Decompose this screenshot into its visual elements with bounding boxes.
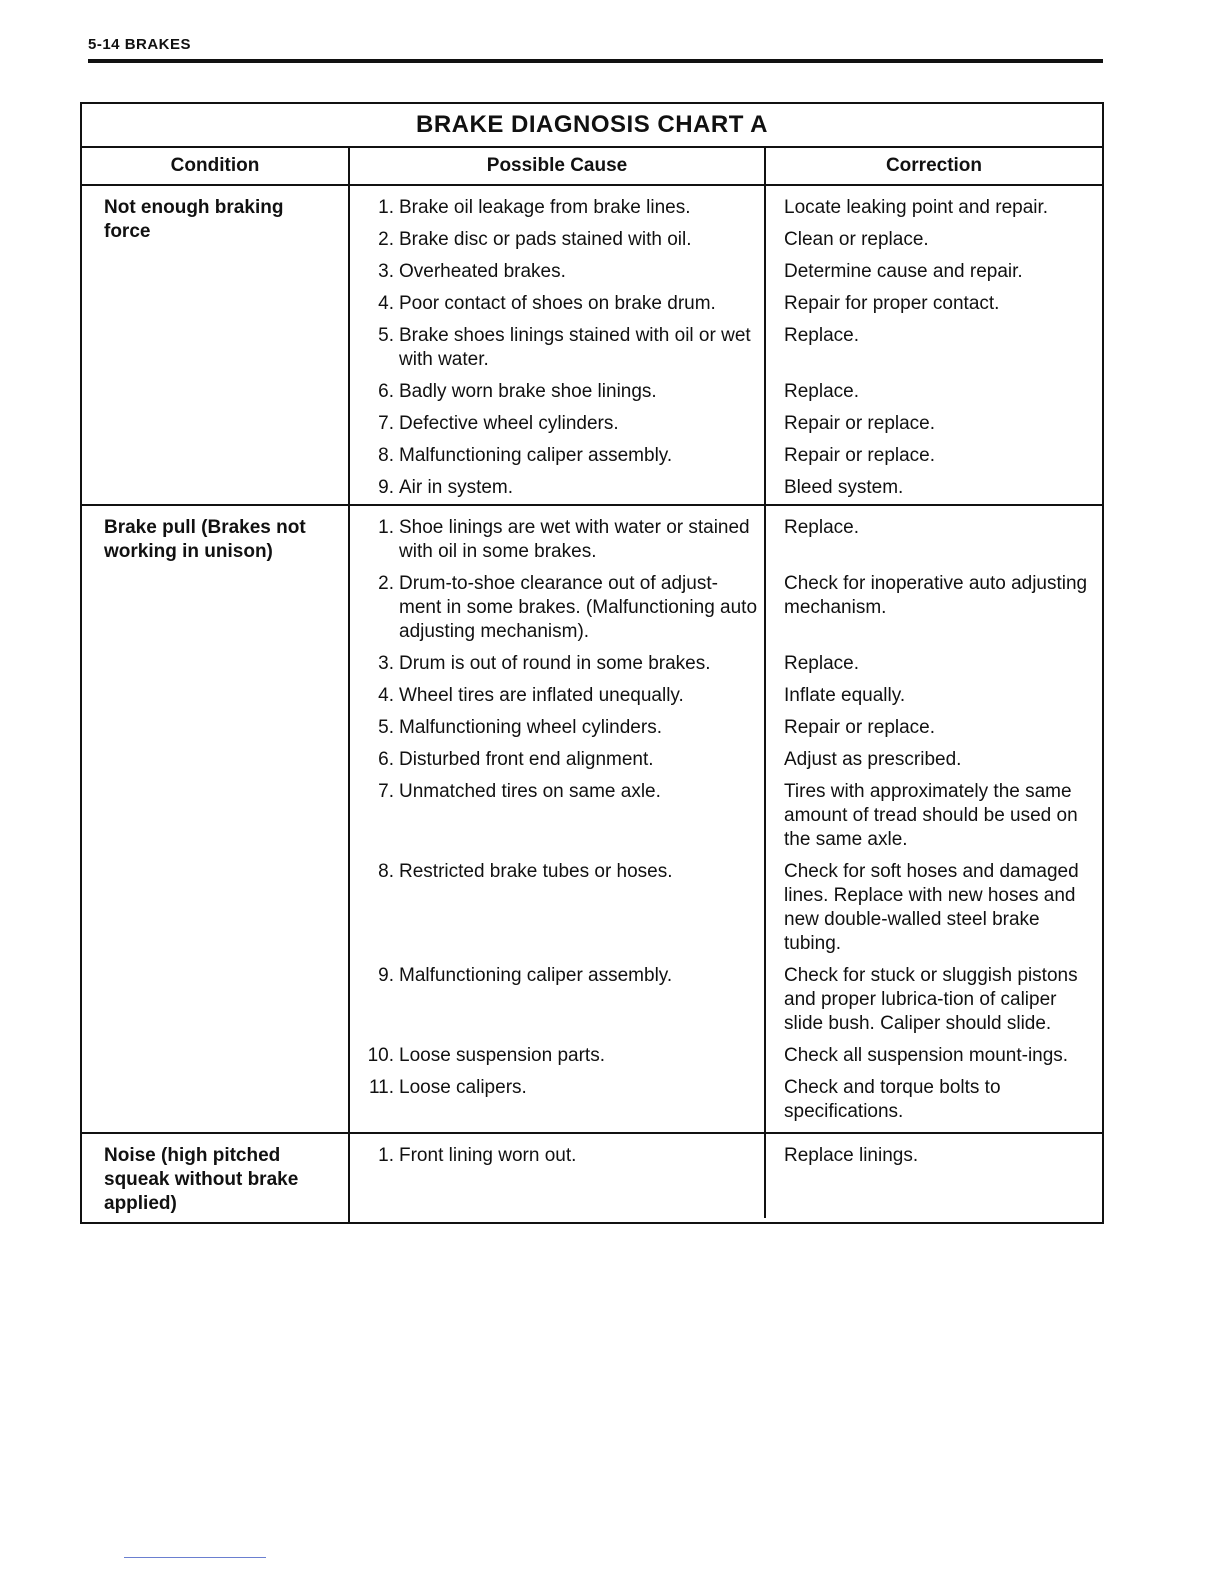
table-row xyxy=(350,568,1102,648)
correction-cell: Adjust as prescribed. xyxy=(764,744,1102,776)
correction-cell: Inflate equally. xyxy=(764,680,1102,712)
correction-cell: Bleed system. xyxy=(764,472,1102,504)
correction-cell: Replace. xyxy=(764,648,1102,680)
cause-text: Unmatched tires on same axle. xyxy=(399,781,661,802)
cause-cell xyxy=(350,1134,764,1218)
table-row xyxy=(350,960,1102,1040)
cause-text: Malfunctioning caliper assembly. xyxy=(399,445,673,466)
cause-text: Drum-to-shoe clearance out of adjust-ment in some brakes. (Malfunctioning auto adjusting mechanism). xyxy=(399,573,758,642)
table-row xyxy=(350,472,1102,504)
cause-text: Badly worn brake shoe linings. xyxy=(399,381,657,402)
cause-text: Brake oil leakage from brake lines. xyxy=(399,197,691,218)
section-brake-pull xyxy=(82,506,1102,1134)
table-row xyxy=(350,224,1102,256)
item-number: 1. xyxy=(378,197,394,218)
cause-text: Air in system. xyxy=(399,477,514,498)
correction-cell: Replace. xyxy=(764,506,1102,568)
correction-cell: Replace linings. xyxy=(764,1134,1102,1218)
cause-cell xyxy=(350,960,764,1040)
cause-cell xyxy=(350,320,764,376)
correction-cell: Determine cause and repair. xyxy=(764,256,1102,288)
page-header: 5-14 BRAKES xyxy=(88,36,192,53)
item-number: 4. xyxy=(378,293,394,314)
correction-cell: Check and torque bolts to specifications. xyxy=(764,1072,1102,1132)
table-row xyxy=(350,744,1102,776)
cause-text: Defective wheel cylinders. xyxy=(399,413,619,434)
cause-text: Poor contact of shoes on brake drum. xyxy=(399,293,716,314)
cause-text: Restricted brake tubes or hoses. xyxy=(399,861,673,882)
item-number: 3. xyxy=(378,653,394,674)
cause-cell xyxy=(350,1072,764,1132)
header-rule xyxy=(88,59,1103,63)
table-row xyxy=(350,440,1102,472)
cause-text: Overheated brakes. xyxy=(399,261,566,282)
cause-text: Malfunctioning caliper assembly. xyxy=(399,965,673,986)
correction-cell: Check for inoperative auto adjusting mechanism. xyxy=(764,568,1102,648)
item-number: 7. xyxy=(378,413,394,434)
cause-cell xyxy=(350,224,764,256)
cause-cell xyxy=(350,376,764,408)
cause-cell xyxy=(350,568,764,648)
correction-cell: Replace. xyxy=(764,376,1102,408)
item-number: 9. xyxy=(378,477,394,498)
cause-cell xyxy=(350,256,764,288)
cause-correction-rows xyxy=(348,506,1102,1132)
table-row xyxy=(350,712,1102,744)
cause-text: Loose calipers. xyxy=(399,1077,527,1098)
cause-text: Brake disc or pads stained with oil. xyxy=(399,229,692,250)
item-number: 10. xyxy=(367,1045,394,1066)
cause-cell xyxy=(350,288,764,320)
section-not-enough-braking-force xyxy=(82,186,1102,506)
correction-cell: Locate leaking point and repair. xyxy=(764,186,1102,224)
correction-cell: Replace. xyxy=(764,320,1102,376)
item-number: 5. xyxy=(378,717,394,738)
correction-cell: Tires with approximately the same amount of tread should be used on the same axle. xyxy=(764,776,1102,856)
cause-cell xyxy=(350,648,764,680)
correction-cell: Check all suspension mount-ings. xyxy=(764,1040,1102,1072)
column-header-row xyxy=(82,148,1102,186)
section-noise xyxy=(82,1134,1102,1222)
table-row xyxy=(350,320,1102,376)
cause-text: Malfunctioning wheel cylinders. xyxy=(399,717,662,738)
condition-cell: Noise (high pitched squeak without brake applied) xyxy=(104,1145,299,1214)
correction-cell: Check for stuck or sluggish pistons and proper lubrica-tion of caliper slide bush. Caliper should slide. xyxy=(764,960,1102,1040)
item-number: 8. xyxy=(378,861,394,882)
item-number: 8. xyxy=(378,445,394,466)
table-row xyxy=(350,856,1102,960)
table-row xyxy=(350,186,1102,224)
correction-cell: Check for soft hoses and damaged lines. Replace with new hoses and new double-walled steel brake tubing. xyxy=(764,856,1102,960)
cause-text: Loose suspension parts. xyxy=(399,1045,605,1066)
cause-cell xyxy=(350,680,764,712)
cause-text: Wheel tires are inflated unequally. xyxy=(399,685,684,706)
cause-cell xyxy=(350,472,764,504)
cause-text: Drum is out of round in some brakes. xyxy=(399,653,711,674)
item-number: 11. xyxy=(368,1077,394,1098)
correction-column-header: Correction xyxy=(764,148,1102,184)
correction-cell: Repair or replace. xyxy=(764,712,1102,744)
item-number: 1. xyxy=(378,1145,394,1166)
cause-cell xyxy=(350,1040,764,1072)
footer-rule xyxy=(124,1557,266,1558)
table-row xyxy=(350,776,1102,856)
cause-cell xyxy=(350,506,764,568)
condition-cell: Brake pull (Brakes not working in unison) xyxy=(104,517,306,562)
cause-text: Shoe linings are wet with water or stained with oil in some brakes. xyxy=(399,517,750,562)
cause-cell xyxy=(350,186,764,224)
table-row xyxy=(350,1134,1102,1218)
item-number: 4. xyxy=(378,685,394,706)
correction-cell: Repair or replace. xyxy=(764,440,1102,472)
item-number: 5. xyxy=(378,325,394,346)
item-number: 2. xyxy=(378,573,394,594)
correction-cell: Repair or replace. xyxy=(764,408,1102,440)
table-row xyxy=(350,1072,1102,1132)
item-number: 2. xyxy=(378,229,394,250)
condition-cell: Not enough braking force xyxy=(104,197,284,242)
cause-text: Brake shoes linings stained with oil or wet with water. xyxy=(399,325,751,370)
cause-text: Front lining worn out. xyxy=(399,1145,577,1166)
cause-correction-rows xyxy=(348,1134,1102,1222)
item-number: 3. xyxy=(378,261,394,282)
cause-correction-rows xyxy=(348,186,1102,504)
table-row xyxy=(350,680,1102,712)
cause-cell xyxy=(350,744,764,776)
correction-cell: Clean or replace. xyxy=(764,224,1102,256)
table-row xyxy=(350,1040,1102,1072)
table-row xyxy=(350,256,1102,288)
item-number: 9. xyxy=(378,965,394,986)
table-row xyxy=(350,288,1102,320)
correction-cell: Repair for proper contact. xyxy=(764,288,1102,320)
item-number: 1. xyxy=(378,517,394,538)
cause-cell xyxy=(350,440,764,472)
condition-column-header: Condition xyxy=(170,155,260,176)
item-number: 6. xyxy=(378,749,394,770)
cause-cell xyxy=(350,856,764,960)
item-number: 6. xyxy=(378,381,394,402)
cause-cell xyxy=(350,712,764,744)
item-number: 7. xyxy=(378,781,394,802)
chart-title: BRAKE DIAGNOSIS CHART A xyxy=(82,104,1102,148)
diagnosis-chart xyxy=(80,102,1104,1224)
table-row xyxy=(350,408,1102,440)
cause-cell xyxy=(350,408,764,440)
cause-column-header: Possible Cause xyxy=(348,148,764,184)
table-row xyxy=(350,648,1102,680)
table-row xyxy=(350,506,1102,568)
cause-cell xyxy=(350,776,764,856)
cause-text: Disturbed front end alignment. xyxy=(399,749,654,770)
table-row xyxy=(350,376,1102,408)
